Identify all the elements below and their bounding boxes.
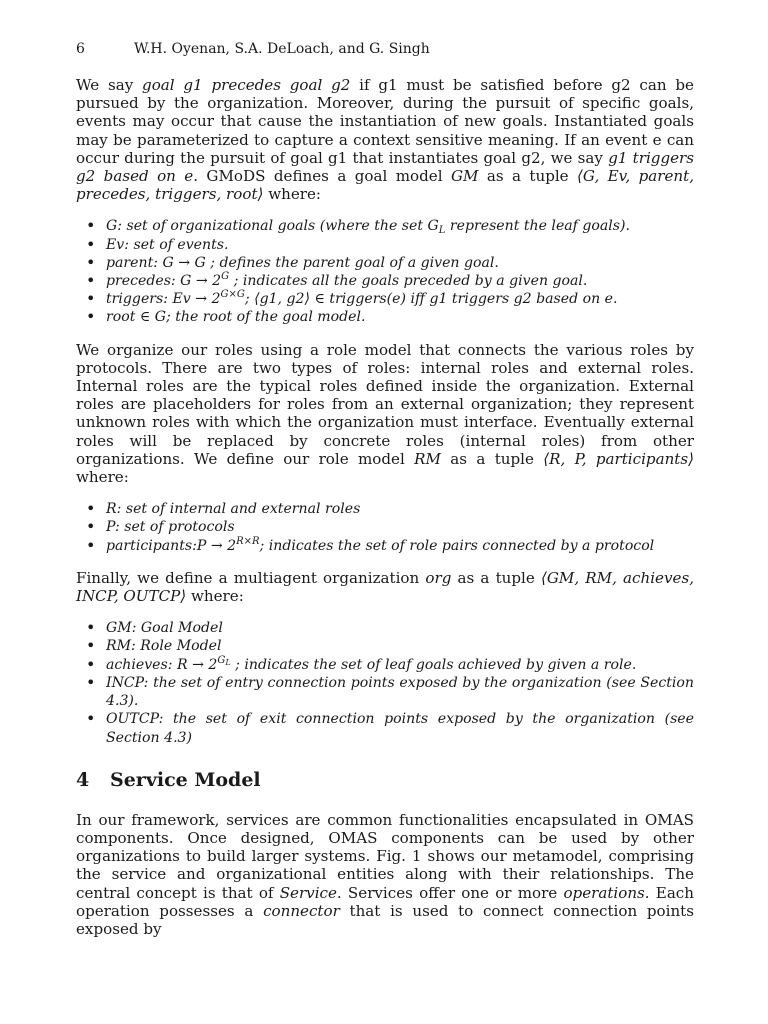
list-item: • R: set of internal and external roles	[106, 500, 694, 518]
running-header	[76, 38, 694, 60]
list-item: • achieves: $R \to 2^{G_L}$ ; indicates the set of leaf goals achieved by given a role.	[106, 656, 694, 674]
list-item: • GM: Goal Model	[106, 619, 694, 637]
list-item: • Ev: set of events.	[106, 236, 694, 254]
list-item: • OUTCP: the set of exit connection points exposed by the organization (see Section 4.3)	[106, 710, 694, 746]
section-title: Service Model	[110, 768, 261, 791]
list-item: • RM: Role Model	[106, 637, 694, 655]
organization-list	[76, 619, 694, 746]
section-heading	[76, 769, 694, 791]
page-number: 6	[76, 41, 85, 57]
list-item: • parent: G → G ; defines the parent goal of a given goal.	[106, 254, 694, 272]
list-item: • triggers: $Ev \to 2^{G\times G}$; ⟨g1, g2⟩ ∈ triggers(e) iff g1 triggers g2 based on e.	[106, 290, 694, 308]
goal-model-list	[76, 217, 694, 326]
role-model-list	[76, 500, 694, 555]
paper-page	[76, 38, 694, 952]
list-item: • G: set of organizational goals (where the set $G_L$ represent the leaf goals).	[106, 217, 694, 235]
list-item: • P: set of protocols	[106, 518, 694, 536]
section-number: 4	[76, 768, 90, 791]
paragraph-role-model: We organize our roles using a role model that connects the various roles by protocols. There are two types of roles: internal roles and external roles. Internal roles are the typical roles defined inside the organization. External roles are placeholders for roles from an external organization; they represent unknown roles with which the organization must interface. Eventually external roles will be replaced by concrete roles (internal roles) from other organizations. We define our role model RM as a tuple ⟨R, P, participants⟩ where:	[76, 340, 694, 487]
list-item: • root ∈ G; the root of the goal model.	[106, 308, 694, 326]
list-item: • INCP: the set of entry connection points exposed by the organization (see Section 4.3).	[106, 674, 694, 710]
paragraph-goal-model: We say goal g1 precedes goal g2 if g1 must be satisfied before g2 can be pursued by the organization. Moreover, during the pursuit of specific goals, events may occur that cause the instantiation of new goals. Instantiated goals may be parameterized to capture a context sensitive meaning. If an event e can occur during the pursuit of goal g1 that instantiates goal g2, we say g1 triggers g2 based on e. GMoDS defines a goal model GM as a tuple ⟨G, Ev, parent, precedes, triggers, root⟩ where:	[76, 76, 695, 204]
list-item: • participants:P → $2^{R\times R}$; indicates the set of role pairs connected by a protocol	[106, 537, 694, 555]
running-authors: W.H. Oyenan, S.A. DeLoach, and G. Singh	[134, 41, 430, 57]
paragraph-organization: Finally, we define a multiagent organization org as a tuple ⟨GM, RM, achieves, INCP, OUTCP⟩ where:	[76, 568, 694, 606]
list-item: • precedes: $G \to 2^G$ ; indicates all the goals preceded by a given goal.	[106, 272, 694, 290]
paragraph-service-model: In our framework, services are common functionalities encapsulated in OMAS components. Once designed, OMAS components can be used by other organizations to build larger systems. Fig. 1 shows our metamodel, comprising the service and organizational entities along with their relationships. The central concept is that of Service. Services offer one or more operations. Each operation possesses a connector that is used to connect connection points exposed by	[76, 810, 694, 938]
